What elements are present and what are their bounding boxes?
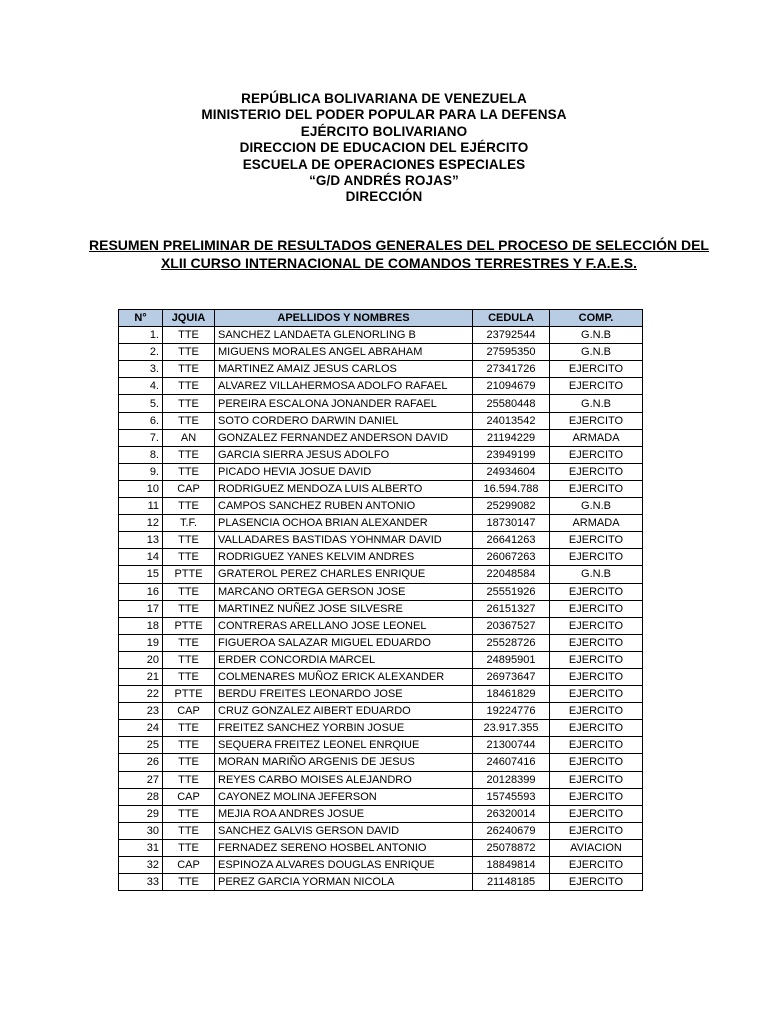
row-id-number: 21194229 <box>473 429 550 446</box>
row-name: RODRIGUEZ MENDOZA LUIS ALBERTO <box>215 480 473 497</box>
table-row <box>119 446 643 463</box>
row-name: FERNADEZ SERENO HOSBEL ANTONIO <box>215 839 473 856</box>
row-id-number: 22048584 <box>473 566 550 583</box>
row-component: EJERCITO <box>550 788 643 805</box>
row-number: 9. <box>119 463 163 480</box>
row-id-number: 18730147 <box>473 515 550 532</box>
row-component: EJERCITO <box>550 754 643 771</box>
row-rank: TTE <box>163 874 215 891</box>
row-component: EJERCITO <box>550 857 643 874</box>
row-component: EJERCITO <box>550 549 643 566</box>
table-row <box>119 805 643 822</box>
header-line-country: REPÚBLICA BOLIVARIANA DE VENEZUELA <box>241 91 527 106</box>
row-rank: CAP <box>163 480 215 497</box>
row-id-number: 26641263 <box>473 532 550 549</box>
table-row <box>119 788 643 805</box>
row-name: PEREZ GARCIA YORMAN NICOLA <box>215 874 473 891</box>
row-id-number: 25078872 <box>473 839 550 856</box>
row-name: MARTINEZ AMAIZ JESUS CARLOS <box>215 361 473 378</box>
row-id-number: 21300744 <box>473 737 550 754</box>
row-component: ARMADA <box>550 429 643 446</box>
row-rank: PTTE <box>163 686 215 703</box>
table-row <box>119 412 643 429</box>
row-id-number: 23792544 <box>473 327 550 344</box>
table-row <box>119 429 643 446</box>
row-name: FREITEZ SANCHEZ YORBIN JOSUE <box>215 720 473 737</box>
row-id-number: 18849814 <box>473 857 550 874</box>
column-header-id: CEDULA <box>473 310 550 327</box>
row-component: EJERCITO <box>550 480 643 497</box>
row-component: EJERCITO <box>550 361 643 378</box>
header-line-honoree: “G/D ANDRÉS ROJAS” <box>309 173 459 189</box>
row-rank: TTE <box>163 771 215 788</box>
row-id-number: 23.917.355 <box>473 720 550 737</box>
row-name: GARCIA SIERRA JESUS ADOLFO <box>215 446 473 463</box>
row-name: REYES CARBO MOISES ALEJANDRO <box>215 771 473 788</box>
row-rank: TTE <box>163 737 215 754</box>
row-component: EJERCITO <box>550 412 643 429</box>
row-number: 29 <box>119 805 163 822</box>
table-row <box>119 463 643 480</box>
row-name: MARTINEZ NUÑEZ JOSE SILVESRE <box>215 600 473 617</box>
row-rank: T.F. <box>163 515 215 532</box>
row-number: 17 <box>119 600 163 617</box>
row-rank: TTE <box>163 600 215 617</box>
table-row <box>119 651 643 668</box>
row-name: COLMENARES MUÑOZ ERICK ALEXANDER <box>215 668 473 685</box>
row-number: 10 <box>119 480 163 497</box>
table-row <box>119 857 643 874</box>
row-component: EJERCITO <box>550 617 643 634</box>
row-number: 28 <box>119 788 163 805</box>
row-number: 16 <box>119 583 163 600</box>
row-number: 14 <box>119 549 163 566</box>
header-line-direction: DIRECCIÓN <box>345 189 423 205</box>
summary-title <box>0 237 768 272</box>
row-name: PICADO HEVIA JOSUE DAVID <box>215 463 473 480</box>
row-id-number: 25580448 <box>473 395 550 412</box>
row-component: EJERCITO <box>550 463 643 480</box>
row-name: ALVAREZ VILLAHERMOSA ADOLFO RAFAEL <box>215 378 473 395</box>
row-rank: TTE <box>163 395 215 412</box>
row-number: 23 <box>119 703 163 720</box>
table-row <box>119 720 643 737</box>
column-header-rank: JQUIA <box>163 310 215 327</box>
row-component: EJERCITO <box>550 686 643 703</box>
row-id-number: 21148185 <box>473 874 550 891</box>
row-rank: TTE <box>163 754 215 771</box>
row-id-number: 26067263 <box>473 549 550 566</box>
row-name: CONTRERAS ARELLANO JOSE LEONEL <box>215 617 473 634</box>
row-name: FIGUEROA SALAZAR MIGUEL EDUARDO <box>215 634 473 651</box>
row-component: EJERCITO <box>550 378 643 395</box>
row-component: EJERCITO <box>550 583 643 600</box>
row-number: 1. <box>119 327 163 344</box>
row-rank: TTE <box>163 805 215 822</box>
row-number: 24 <box>119 720 163 737</box>
row-name: CAMPOS SANCHEZ RUBEN ANTONIO <box>215 498 473 515</box>
table-row <box>119 378 643 395</box>
table-row <box>119 686 643 703</box>
document-header <box>0 91 768 206</box>
row-component: AVIACION <box>550 839 643 856</box>
row-rank: TTE <box>163 344 215 361</box>
row-number: 18 <box>119 617 163 634</box>
row-name: SANCHEZ GALVIS GERSON DAVID <box>215 822 473 839</box>
table-row <box>119 874 643 891</box>
row-id-number: 20367527 <box>473 617 550 634</box>
row-id-number: 25551926 <box>473 583 550 600</box>
row-component: G.N.B <box>550 566 643 583</box>
row-name: PEREIRA ESCALONA JONANDER RAFAEL <box>215 395 473 412</box>
row-number: 2. <box>119 344 163 361</box>
row-rank: CAP <box>163 788 215 805</box>
row-component: EJERCITO <box>550 532 643 549</box>
row-name: RODRIGUEZ YANES KELVIM ANDRES <box>215 549 473 566</box>
row-rank: TTE <box>163 634 215 651</box>
row-id-number: 20128399 <box>473 771 550 788</box>
table-row <box>119 532 643 549</box>
row-name: MORAN MARIÑO ARGENIS DE JESUS <box>215 754 473 771</box>
row-number: 7. <box>119 429 163 446</box>
row-component: EJERCITO <box>550 822 643 839</box>
row-id-number: 26973647 <box>473 668 550 685</box>
table-row <box>119 515 643 532</box>
table-header-row <box>119 310 643 327</box>
row-name: MARCANO ORTEGA GERSON JOSE <box>215 583 473 600</box>
table-row <box>119 771 643 788</box>
row-component: EJERCITO <box>550 771 643 788</box>
row-rank: TTE <box>163 839 215 856</box>
row-rank: TTE <box>163 583 215 600</box>
row-number: 31 <box>119 839 163 856</box>
header-line-school: ESCUELA DE OPERACIONES ESPECIALES <box>242 156 526 172</box>
row-component: EJERCITO <box>550 668 643 685</box>
table-row <box>119 583 643 600</box>
row-number: 20 <box>119 651 163 668</box>
row-component: G.N.B <box>550 395 643 412</box>
row-number: 27 <box>119 771 163 788</box>
row-name: SEQUERA FREITEZ LEONEL ENRQIUE <box>215 737 473 754</box>
row-number: 13 <box>119 532 163 549</box>
row-id-number: 24934604 <box>473 463 550 480</box>
row-component: EJERCITO <box>550 651 643 668</box>
table-row <box>119 754 643 771</box>
row-id-number: 24607416 <box>473 754 550 771</box>
row-component: G.N.B <box>550 498 643 515</box>
row-id-number: 26151327 <box>473 600 550 617</box>
row-id-number: 27341726 <box>473 361 550 378</box>
row-rank: CAP <box>163 857 215 874</box>
row-name: ERDER CONCORDIA MARCEL <box>215 651 473 668</box>
row-component: EJERCITO <box>550 634 643 651</box>
row-component: EJERCITO <box>550 737 643 754</box>
row-name: GRATEROL PEREZ CHARLES ENRIQUE <box>215 566 473 583</box>
row-name: ESPINOZA ALVARES DOUGLAS ENRIQUE <box>215 857 473 874</box>
row-id-number: 19224776 <box>473 703 550 720</box>
row-rank: TTE <box>163 361 215 378</box>
table-row <box>119 600 643 617</box>
row-rank: PTTE <box>163 617 215 634</box>
row-number: 6. <box>119 412 163 429</box>
table-row <box>119 617 643 634</box>
table-row <box>119 634 643 651</box>
row-rank: TTE <box>163 498 215 515</box>
row-id-number: 18461829 <box>473 686 550 703</box>
row-id-number: 26240679 <box>473 822 550 839</box>
row-component: EJERCITO <box>550 874 643 891</box>
row-number: 12 <box>119 515 163 532</box>
row-name: CAYONEZ MOLINA JEFERSON <box>215 788 473 805</box>
table-row <box>119 668 643 685</box>
row-rank: TTE <box>163 822 215 839</box>
column-header-number: N° <box>119 310 163 327</box>
row-rank: CAP <box>163 703 215 720</box>
row-name: SOTO CORDERO DARWIN DANIEL <box>215 412 473 429</box>
row-rank: PTTE <box>163 566 215 583</box>
table-row <box>119 361 643 378</box>
table-row <box>119 327 643 344</box>
row-rank: TTE <box>163 463 215 480</box>
row-id-number: 25528726 <box>473 634 550 651</box>
row-number: 30 <box>119 822 163 839</box>
summary-line-2: XLII CURSO INTERNACIONAL DE COMANDOS TERRESTRES Y F.A.E.S. <box>160 254 638 271</box>
row-id-number: 24013542 <box>473 412 550 429</box>
header-line-education: DIRECCION DE EDUCACION DEL EJÉRCITO <box>239 140 529 156</box>
table-row <box>119 498 643 515</box>
row-rank: TTE <box>163 532 215 549</box>
column-header-component: COMP. <box>550 310 643 327</box>
row-name: SANCHEZ LANDAETA GLENORLING B <box>215 327 473 344</box>
row-number: 19 <box>119 634 163 651</box>
column-header-name: APELLIDOS Y NOMBRES <box>215 310 473 327</box>
row-number: 26 <box>119 754 163 771</box>
table-row <box>119 737 643 754</box>
row-id-number: 16.594.788 <box>473 480 550 497</box>
row-number: 3. <box>119 361 163 378</box>
row-component: EJERCITO <box>550 446 643 463</box>
row-id-number: 27595350 <box>473 344 550 361</box>
row-component: ARMADA <box>550 515 643 532</box>
header-line-ministry: MINISTERIO DEL PODER POPULAR PARA LA DEFENSA <box>201 107 567 123</box>
table-row <box>119 549 643 566</box>
results-table <box>118 309 643 891</box>
row-rank: TTE <box>163 327 215 344</box>
row-number: 4. <box>119 378 163 395</box>
table-row <box>119 839 643 856</box>
row-rank: TTE <box>163 378 215 395</box>
row-name: PLASENCIA OCHOA BRIAN ALEXANDER <box>215 515 473 532</box>
table-row <box>119 344 643 361</box>
summary-line-1: RESUMEN PRELIMINAR DE RESULTADOS GENERALES DEL PROCESO DE SELECCIÓN DEL <box>89 237 709 253</box>
row-id-number: 23949199 <box>473 446 550 463</box>
row-name: MIGUENS MORALES ANGEL ABRAHAM <box>215 344 473 361</box>
row-number: 8. <box>119 446 163 463</box>
row-component: G.N.B <box>550 344 643 361</box>
row-number: 21 <box>119 668 163 685</box>
row-name: MEJIA ROA ANDRES JOSUE <box>215 805 473 822</box>
row-number: 33 <box>119 874 163 891</box>
table-row <box>119 395 643 412</box>
row-rank: TTE <box>163 412 215 429</box>
row-rank: TTE <box>163 651 215 668</box>
row-component: EJERCITO <box>550 703 643 720</box>
row-rank: TTE <box>163 720 215 737</box>
row-id-number: 24895901 <box>473 651 550 668</box>
table-row <box>119 480 643 497</box>
header-line-army: EJÉRCITO BOLIVARIANO <box>300 123 468 139</box>
row-name: CRUZ GONZALEZ AIBERT EDUARDO <box>215 703 473 720</box>
row-number: 5. <box>119 395 163 412</box>
row-id-number: 25299082 <box>473 498 550 515</box>
row-id-number: 26320014 <box>473 805 550 822</box>
row-component: G.N.B <box>550 327 643 344</box>
row-rank: TTE <box>163 549 215 566</box>
table-row <box>119 566 643 583</box>
row-component: EJERCITO <box>550 805 643 822</box>
row-name: GONZALEZ FERNANDEZ ANDERSON DAVID <box>215 429 473 446</box>
row-component: EJERCITO <box>550 600 643 617</box>
row-name: VALLADARES BASTIDAS YOHNMAR DAVID <box>215 532 473 549</box>
row-name: BERDU FREITES LEONARDO JOSE <box>215 686 473 703</box>
table-row <box>119 703 643 720</box>
row-id-number: 15745593 <box>473 788 550 805</box>
row-number: 32 <box>119 857 163 874</box>
row-id-number: 21094679 <box>473 378 550 395</box>
row-rank: TTE <box>163 668 215 685</box>
row-component: EJERCITO <box>550 720 643 737</box>
table-row <box>119 822 643 839</box>
row-number: 15 <box>119 566 163 583</box>
row-rank: TTE <box>163 446 215 463</box>
row-number: 11 <box>119 498 163 515</box>
row-number: 22 <box>119 686 163 703</box>
row-rank: AN <box>163 429 215 446</box>
row-number: 25 <box>119 737 163 754</box>
table-body <box>119 327 643 891</box>
